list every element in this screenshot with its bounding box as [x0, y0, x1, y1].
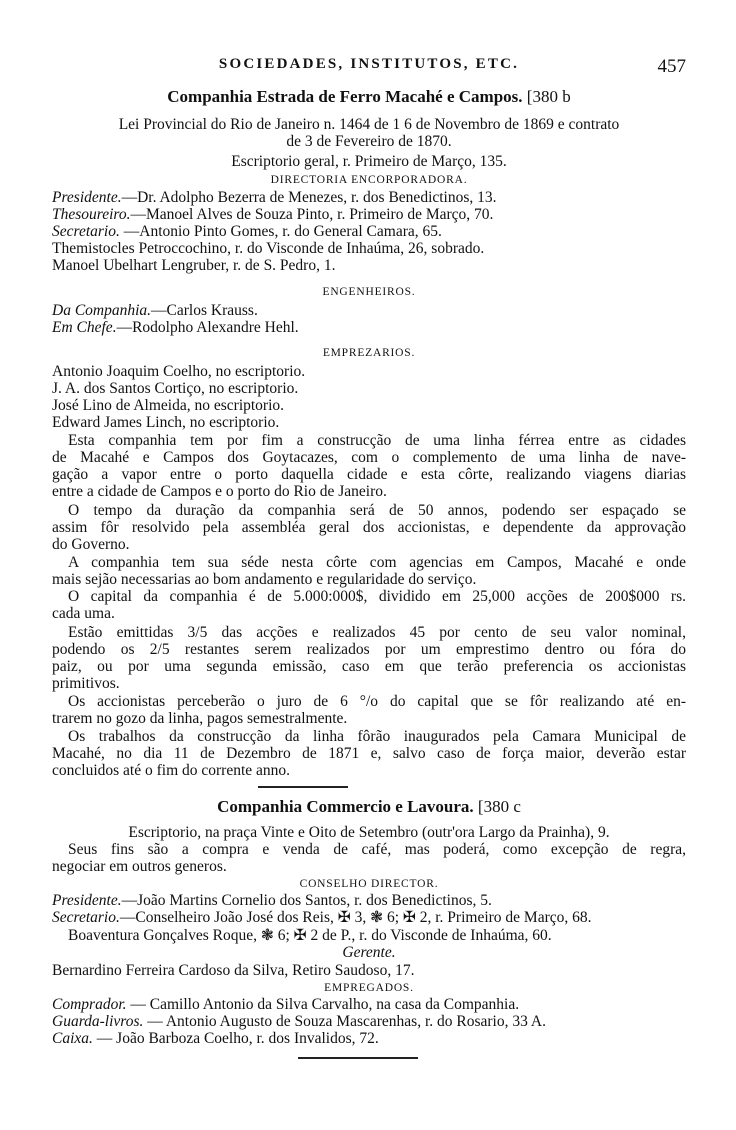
role-label: Guarda-livros. — [52, 1013, 144, 1030]
engenheiro-entry — [52, 302, 686, 319]
directoria-entry: Manoel Ubelhart Lengruber, r. de S. Pedro, 1. — [52, 257, 336, 274]
paragraph-line: podendo os 2/5 restantes serem realizados por um emprestimo dentro ou fóra do — [52, 641, 686, 658]
emprezario-entry: J. A. dos Santos Cortiço, no escriptorio. — [52, 380, 299, 397]
entry-text: —Rodolpho Alexandre Hehl. — [116, 319, 299, 336]
role-label: Em Chefe. — [52, 319, 117, 336]
paragraph-line: trarem no gozo da linha, pagos semestralmente. — [52, 710, 348, 727]
subheading-directoria: DIRECTORIA ENCORPORADORA. — [270, 174, 468, 186]
entry-text: — Antonio Augusto de Souza Mascarenhas, r. do Rosario, 33 A. — [143, 1013, 546, 1030]
entry-text: — João Barboza Coelho, r. dos Invalidos, 72. — [92, 1030, 379, 1047]
paragraph-line: A companhia tem sua séde nesta côrte com agencias em Campos, Macahé e onde — [68, 554, 686, 571]
paragraph-line: Esta companhia tem por fim a construcção de uma linha férrea entre as cidades — [68, 432, 686, 449]
section-ref: [380 c — [477, 797, 521, 816]
subheading-conselho: CONSELHO DIRECTOR. — [299, 878, 439, 890]
directoria-entry — [52, 206, 686, 223]
paragraph-line: Seus fins são a compra e venda de café, mas poderá, como excepção de regra, — [68, 841, 686, 858]
office-address: Escriptorio, na praça Vinte e Oito de Setembro (outr'ora Largo da Prainha), 9. — [128, 824, 610, 841]
paragraph-line: gação a vapor entre o porto daquella cidade e esta côrte, realizando viagens diarias — [52, 466, 686, 483]
title-text: Companhia Estrada de Ferro Macahé e Campos. — [167, 87, 523, 106]
entry-text: —Dr. Adolpho Bezerra de Menezes, r. dos Benedictinos, 13. — [121, 189, 497, 206]
entry-text: —João Martins Cornelio dos Santos, r. dos Benedictinos, 5. — [121, 892, 492, 909]
paragraph-line: primitivos. — [52, 675, 120, 692]
paragraph-line: assim fôr resolvido pela assembléa geral dos accionistas, e dependente da approvação — [52, 519, 686, 536]
page-number: 457 — [657, 56, 686, 77]
paragraph-line: mais sejão necessarias ao bom andamento e regularidade do serviço. — [52, 571, 477, 588]
role-label: Da Companhia. — [52, 302, 152, 319]
section-ref: [380 b — [526, 87, 571, 106]
subheading-gerente — [52, 944, 686, 961]
paragraph-line: negociar em outros generos. — [52, 858, 227, 875]
law-line: de 3 de Fevereiro de 1870. — [286, 133, 452, 150]
conselho-entry — [52, 892, 686, 909]
emprezario-entry: José Lino de Almeida, no escriptorio. — [52, 397, 285, 414]
subheading-empregados: EMPREGADOS. — [324, 982, 414, 994]
subheading-emprezarios: EMPREZARIOS. — [322, 347, 416, 359]
role-label: Comprador. — [52, 996, 127, 1013]
entry-text: —Conselheiro João José dos Reis, ✠ 3, ❃ 6; ✠ 2, r. Primeiro de Março, 68. — [119, 909, 592, 926]
law-line: Lei Provincial do Rio de Janeiro n. 1464 de 1 6 de Novembro de 1869 e contrato — [118, 116, 620, 133]
conselho-entry — [52, 909, 686, 926]
section-title-estrada-ferro — [52, 88, 686, 105]
entry-text: — Camillo Antonio da Silva Carvalho, na casa da Companhia. — [126, 996, 520, 1013]
gerente-entry: Bernardino Ferreira Cardoso da Silva, Retiro Saudoso, 17. — [52, 962, 415, 979]
subheading-engenheiros: ENGENHEIROS. — [322, 286, 416, 298]
section-title-commercio-lavoura — [52, 798, 686, 815]
emprezario-entry: Edward James Linch, no escriptorio. — [52, 414, 280, 431]
title-text: Companhia Commercio e Lavoura. — [217, 797, 474, 816]
paragraph-line: O tempo da duração da companhia será de 50 annos, podendo ser espaçado se — [68, 502, 686, 519]
conselho-entry: Boaventura Gonçalves Roque, ❃ 6; ✠ 2 de P., r. do Visconde de Inhaúma, 60. — [68, 927, 552, 944]
empregado-entry — [52, 1013, 686, 1030]
paragraph-line: de Macahé e Campos dos Goytacazes, com o complemento de uma linha de nave- — [52, 449, 686, 466]
paragraph-line: O capital da companhia é de 5.000:000$, dividido em 25,000 acções de 200$000 rs. — [68, 588, 686, 605]
role-label: Caixa. — [52, 1030, 93, 1047]
paragraph-line: paiz, ou por uma segunda emissão, caso em que terão preferencia os accionistas — [52, 658, 686, 675]
section-divider — [298, 1057, 418, 1059]
empregado-entry — [52, 996, 686, 1013]
paragraph-line: cada uma. — [52, 605, 115, 622]
entry-text: —Manoel Alves de Souza Pinto, r. Primeiro de Março, 70. — [130, 206, 494, 223]
running-title: SOCIEDADES, INSTITUTOS, ETC. — [218, 56, 520, 72]
entry-text: —Antonio Pinto Gomes, r. do General Camara, 65. — [119, 223, 442, 240]
paragraph-line: concluidos até o fim do corrente anno. — [52, 762, 291, 779]
role-label: Thesoureiro. — [52, 206, 131, 223]
directoria-entry — [52, 189, 686, 206]
gerente-label: Gerente. — [342, 944, 396, 961]
emprezario-entry: Antonio Joaquim Coelho, no escriptorio. — [52, 363, 306, 380]
section-divider — [258, 786, 348, 788]
entry-text: —Carlos Krauss. — [151, 302, 258, 319]
paragraph-line: Estão emittidas 3/5 das acções e realizados 45 por cento de seu valor nominal, — [68, 624, 686, 641]
directoria-entry: Themistocles Petroccochino, r. do Visconde de Inhaúma, 26, sobrado. — [52, 240, 485, 257]
empregado-entry — [52, 1030, 686, 1047]
paragraph-line: Os accionistas perceberão o juro de 6 °/o do capital que se fôr realizando até en- — [68, 693, 686, 710]
paragraph-line: do Governo. — [52, 536, 130, 553]
office-address: Escriptorio geral, r. Primeiro de Março, 135. — [231, 153, 507, 170]
paragraph-line: Macahé, no dia 11 de Dezembro de 1871 e, salvo caso de força maior, deverão estar — [52, 745, 686, 762]
role-label: Presidente. — [52, 892, 122, 909]
role-label: Presidente. — [52, 189, 122, 206]
engenheiro-entry — [52, 319, 686, 336]
role-label: Secretario. — [52, 223, 120, 240]
directoria-entry — [52, 223, 686, 240]
paragraph-line: entre a cidade de Campos e o porto do Rio de Janeiro. — [52, 483, 387, 500]
role-label: Secretario. — [52, 909, 120, 926]
paragraph-line: Os trabalhos da construcção da linha fôrão inaugurados pela Camara Municipal de — [68, 728, 686, 745]
